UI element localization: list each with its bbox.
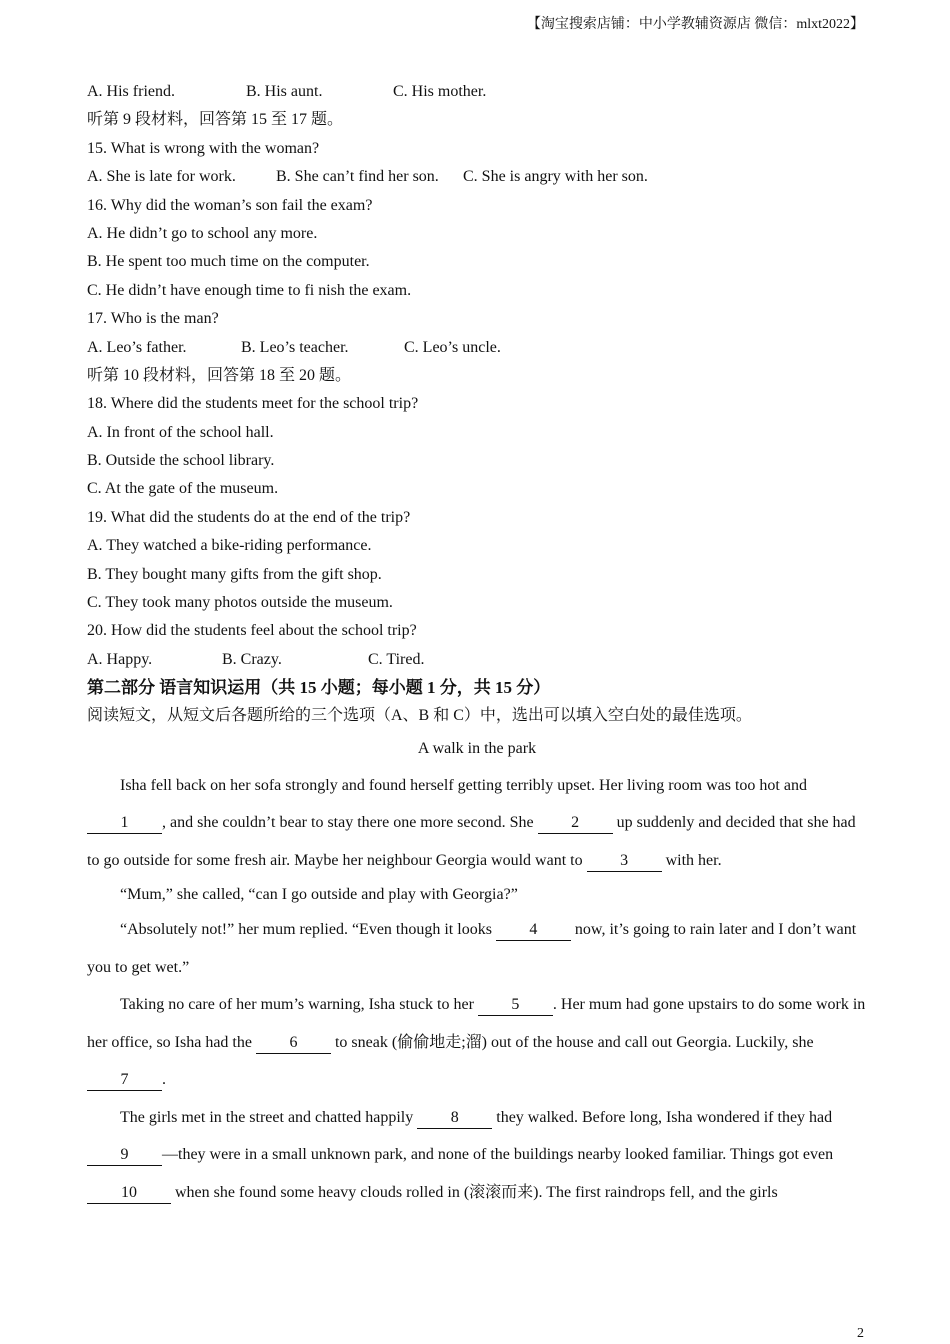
question: 15. What is wrong with the woman? [87,139,320,157]
question: 18. Where did the students meet for the school trip? [87,395,419,413]
passage-title: A walk in the park [417,739,537,757]
blank-8: 8 [417,1108,492,1129]
option-a: A. His friend. [87,83,175,100]
option-c: C. His mother. [393,83,487,100]
option-b: B. She can’t find her son. [276,168,439,186]
part-instruction: 阅读短文，从短文后各题所给的三个选项（A、B 和 C）中，选出可以填入空白处的最佳选项。 [87,707,752,725]
option-c: C. Leo’s uncle. [404,338,501,356]
option-c: C. She is angry with her son. [463,168,648,186]
option-c: C. They took many photos outside the museum. [87,594,393,612]
option-b: B. His aunt. [246,83,323,100]
question: 19. What did the students do at the end of the trip? [87,508,411,526]
blank-9: 9 [87,1145,162,1166]
blank-10: 10 [87,1183,171,1204]
page-content [87,78,867,1211]
q14-options [87,78,867,106]
question: 16. Why did the woman’s son fail the exam? [87,196,373,214]
option-b: B. Crazy. [222,650,282,668]
paragraph: Isha fell back on her sofa strongly and found herself getting terribly upset. Her living room was too hot and 1 , and she couldn’t bear to stay there one more second. She 2 up suddenly and decided that she had to go outside for some fresh air. Maybe her neighbour Georgia would want to 3 with her. [87,767,867,880]
option-b: B. Leo’s teacher. [241,338,349,356]
option-b: B. They bought many gifts from the gift shop. [87,565,382,583]
blank-7: 7 [87,1070,162,1091]
blank-1: 1 [87,813,162,834]
option-a: A. In front of the school hall. [87,423,274,441]
option-a: A. They watched a bike-riding performance. [87,537,372,555]
section-instruction: 听第 9 段材料，回答第 15 至 17 题。 [87,111,344,129]
option-b: B. Outside the school library. [87,452,275,470]
blank-2: 2 [538,813,613,834]
page-number: 2 [857,1326,864,1341]
page-header: 【淘宝搜索店铺：中小学教辅资源店 微信：mlxt2022】 [526,17,864,32]
q15-options [87,163,867,191]
option-a: A. Leo’s father. [87,338,187,356]
paragraph: “Mum,” she called, “can I go outside and play with Georgia?” [120,886,518,904]
blank-3: 3 [587,851,662,872]
option-a: A. Happy. [87,650,153,668]
blank-6: 6 [256,1033,331,1054]
question: 20. How did the students feel about the school trip? [87,622,417,640]
option-a: A. She is late for work. [87,168,236,186]
option-c: C. At the gate of the museum. [87,480,279,498]
paragraph: The girls met in the street and chatted happily 8 they walked. Before long, Isha wondered if they had 9 —they were in a small unknown park, and none of the buildings nearby looked familiar. Things got even 10 when she found some heavy clouds rolled in (滚滚而来). The first raindrops fell, and the girls [87,1099,867,1212]
option-b: B. He spent too much time on the computer. [87,253,370,271]
option-c: C. Tired. [368,650,425,668]
question: 17. Who is the man? [87,310,219,328]
blank-4: 4 [496,920,571,941]
section-instruction: 听第 10 段材料，回答第 18 至 20 题。 [87,366,352,384]
paragraph: “Absolutely not!” her mum replied. “Even though it looks 4 now, it’s going to rain later and I don’t want you to get wet.” [87,921,857,976]
q17-options [87,334,867,362]
option-c: C. He didn’t have enough time to fi nish the exam. [87,281,412,299]
option-a: A. He didn’t go to school any more. [87,224,318,242]
blank-5: 5 [478,995,553,1016]
q20-options [87,646,867,674]
paragraph: Taking no care of her mum’s warning, Isha stuck to her 5 . Her mum had gone upstairs to do some work in her office, so Isha had the 6 to sneak (偷偷地走;溜) out of the house and call out Georgia. Luckily, she 7 . [87,986,867,1099]
part-title: 第二部分 语言知识运用（共 15 小题；每小题 1 分，共 15 分） [87,678,551,698]
